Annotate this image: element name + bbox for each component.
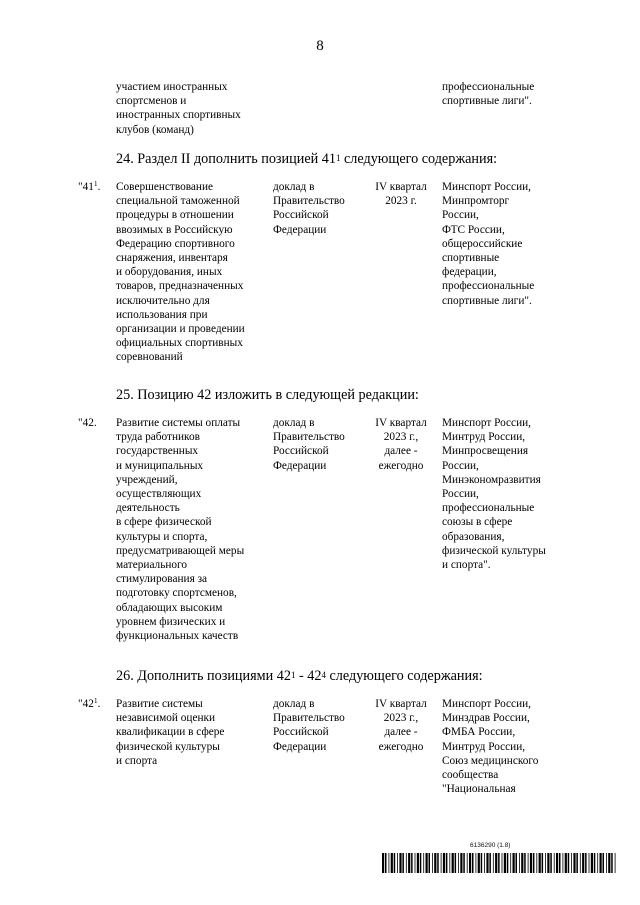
responsible-text: Минспорт России, Минздрав России, ФМБА России, Минтруд России, Союз медицинского сообщества "Национальная xyxy=(442,698,539,796)
section-heading-25: 25. Позицию 42 изложить в следующей редакции: xyxy=(116,387,419,403)
measure-text: Развитие системы независимой оценки квалификации в сфере физической культуры и спорта xyxy=(116,698,225,767)
deadline-text: IV квартал 2023 г., далее - ежегодно xyxy=(375,698,427,753)
section-heading-26: 26. Дополнить позициями $42^1 - 42^4$ следующего содержания: xyxy=(116,668,483,684)
barcode-label: 6136290 (1.8) xyxy=(470,842,511,849)
page-number: 8 xyxy=(316,38,324,54)
responsible-text: Минспорт России, Минтруд России, Минпросвещения России, Минэкономразвития России, профессиональные союзы в сфере образования, физической культуры и спорта". xyxy=(442,417,546,572)
measure-text: Совершенствование специальной таможенной процедуры в отношении ввозимых в Российскую Федерацию спортивного снаряжения, инвентаря и оборудования, иных товаров, предназначенных исключительно для использования при организации и проведении официальных спортивных соревнований xyxy=(116,181,245,364)
barcode-image xyxy=(382,853,618,873)
continuation-measure: участием иностранных спортсменов и иностранных спортивных клубов (команд) xyxy=(116,81,241,136)
deadline-text: IV квартал 2023 г. xyxy=(375,181,427,208)
measure-text: Развитие системы оплаты труда работников государственных и муниципальных учреждений, осуществляющих деятельность в сфере физической культуры и спорта, предусматривающей меры материального стимулирования за подготовку спортсменов, обладающих высоким уровнем физических и функциональных качеств xyxy=(116,417,245,643)
position-number-41-1: "$41^1$. xyxy=(78,179,101,193)
result-text: доклад в Правительство Российской Федерации xyxy=(273,181,345,236)
continuation-responsible: профессиональные спортивные лиги". xyxy=(442,81,535,108)
deadline-text: IV квартал 2023 г., далее - ежегодно xyxy=(375,417,427,472)
responsible-text: Минспорт России, Минпромторг России, ФТС России, общероссийские спортивные федерации, профессиональные спортивные лиги". xyxy=(442,181,535,307)
section-heading-24: 24. Раздел II дополнить позицией $41^1$ следующего содержания: xyxy=(116,151,498,167)
result-text: доклад в Правительство Российской Федерации xyxy=(273,698,345,753)
result-text: доклад в Правительство Российской Федерации xyxy=(273,417,345,472)
position-number-42-1: "$42^1$. xyxy=(78,696,101,710)
position-number-42: "42. xyxy=(78,417,97,429)
